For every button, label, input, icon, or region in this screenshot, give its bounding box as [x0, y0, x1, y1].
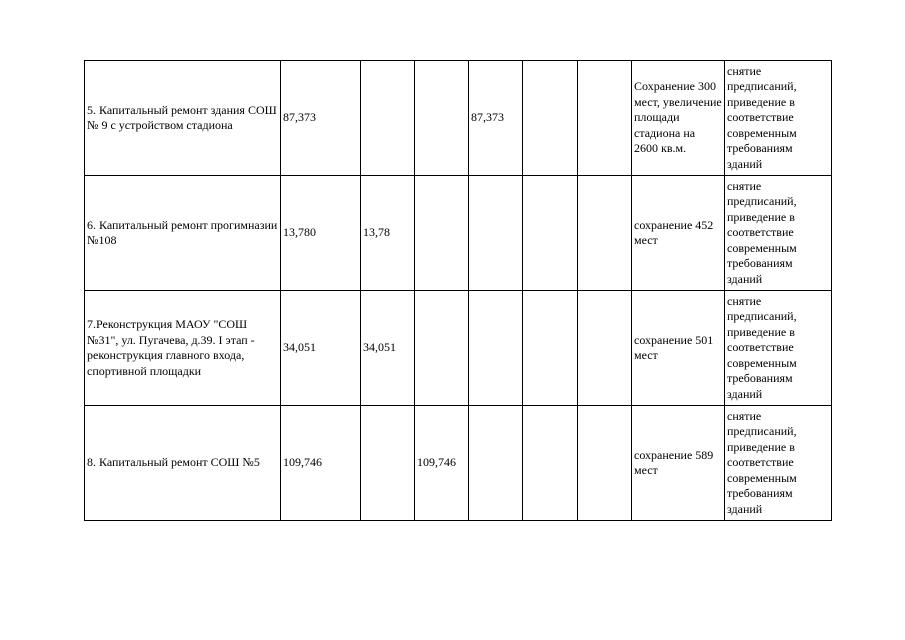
year-5-cell: [578, 61, 632, 176]
year-4-cell: [523, 61, 578, 176]
effect-cell: снятие предписаний, приведение в соответствие современным требованиям зданий: [725, 291, 832, 406]
year-5-cell: [578, 176, 632, 291]
table-row: [85, 176, 832, 291]
year-3-cell: [469, 176, 523, 291]
measure-name-cell: 5. Капитальный ремонт здания СОШ № 9 с устройством стадиона: [85, 61, 281, 176]
year-3-cell: [469, 406, 523, 521]
result-cell: сохранение 589 мест: [632, 406, 725, 521]
table-row: [85, 291, 832, 406]
total-cost-cell: 34,051: [281, 291, 361, 406]
year-2-cell: [415, 61, 469, 176]
result-cell: сохранение 452 мест: [632, 176, 725, 291]
year-4-cell: [523, 291, 578, 406]
year-1-cell: 13,78: [361, 176, 415, 291]
year-1-cell: 34,051: [361, 291, 415, 406]
total-cost-cell: 87,373: [281, 61, 361, 176]
table-row: [85, 406, 832, 521]
result-cell: сохранение 501 мест: [632, 291, 725, 406]
total-cost-cell: 13,780: [281, 176, 361, 291]
year-3-cell: [469, 291, 523, 406]
effect-cell: снятие предписаний, приведение в соответствие современным требованиям зданий: [725, 176, 832, 291]
measure-name-cell: 8. Капитальный ремонт СОШ №5: [85, 406, 281, 521]
year-1-cell: [361, 61, 415, 176]
effect-cell: снятие предписаний, приведение в соответствие современным требованиям зданий: [725, 406, 832, 521]
year-5-cell: [578, 406, 632, 521]
total-cost-cell: 109,746: [281, 406, 361, 521]
year-3-cell: 87,373: [469, 61, 523, 176]
result-cell: Сохранение 300 мест, увеличение площади стадиона на 2600 кв.м.: [632, 61, 725, 176]
table-row: [85, 61, 832, 176]
measure-name-cell: 6. Капитальный ремонт прогимназии №108: [85, 176, 281, 291]
program-table: [84, 60, 832, 521]
year-4-cell: [523, 406, 578, 521]
year-2-cell: [415, 291, 469, 406]
year-2-cell: [415, 176, 469, 291]
year-5-cell: [578, 291, 632, 406]
year-4-cell: [523, 176, 578, 291]
year-1-cell: [361, 406, 415, 521]
effect-cell: снятие предписаний, приведение в соответствие современным требованиям зданий: [725, 61, 832, 176]
measure-name-cell: 7.Реконструкция МАОУ "СОШ №31", ул. Пугачева, д.39. I этап - реконструкция главного входа, спортивной площадки: [85, 291, 281, 406]
year-2-cell: 109,746: [415, 406, 469, 521]
